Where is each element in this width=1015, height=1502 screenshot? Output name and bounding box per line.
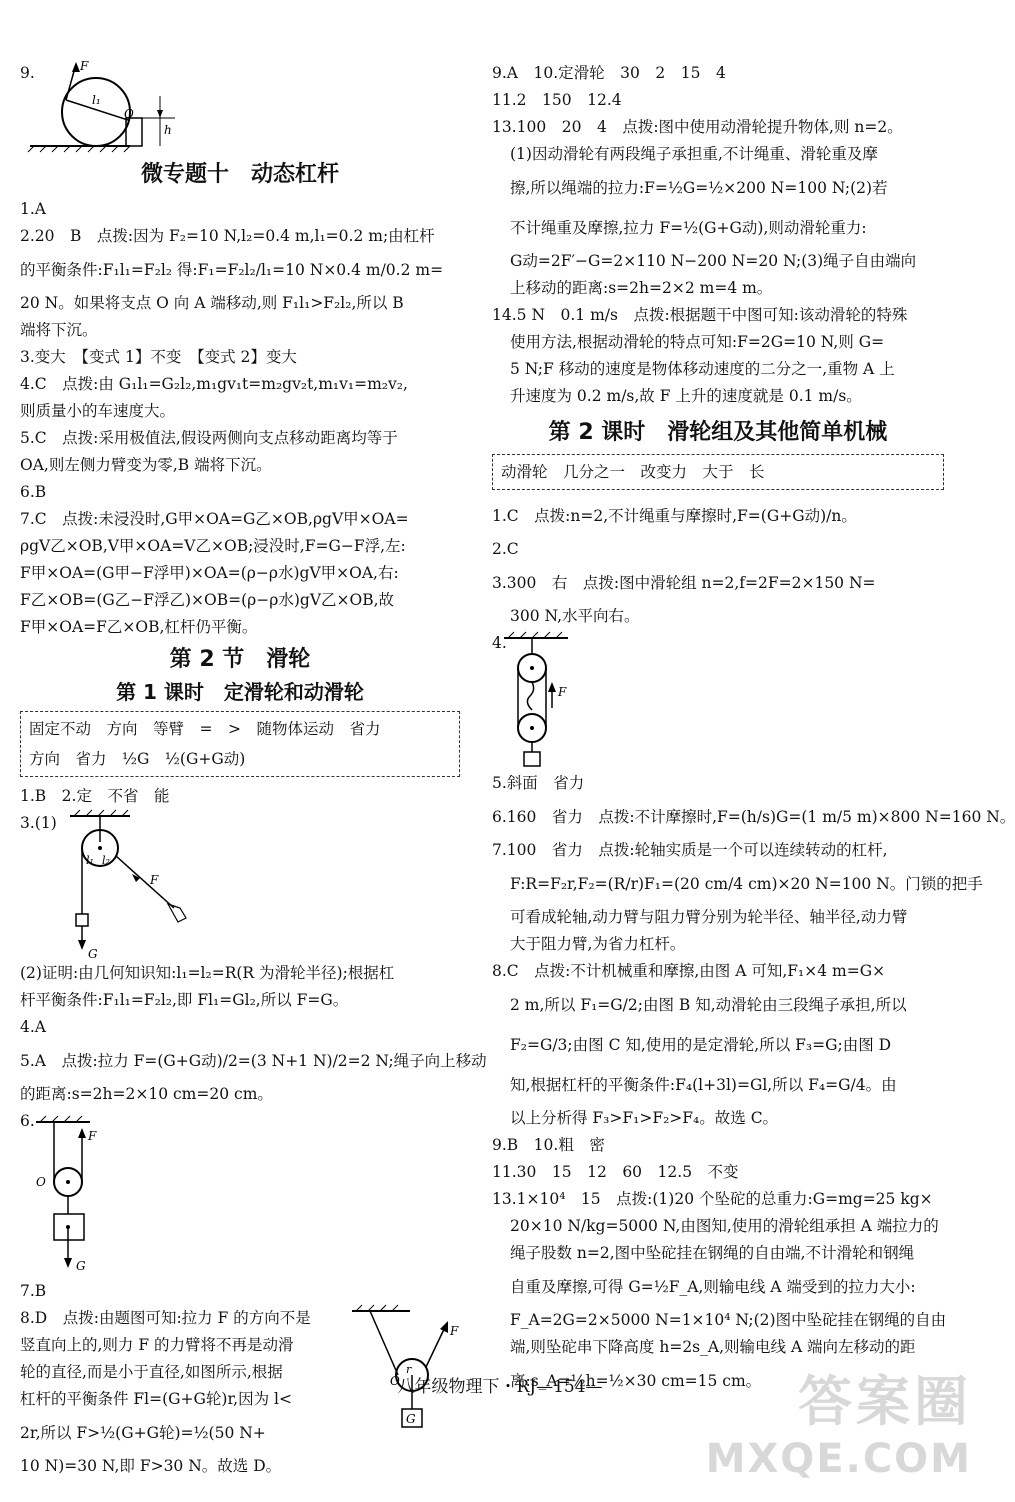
answer-line: 自重及摩擦,可得 G=½F_A,则输电线 A 端受到的拉力大小: <box>510 1278 916 1296</box>
svg-text:O: O <box>36 1175 46 1189</box>
answer-line: F_A=2G=2×5000 N=1×10⁴ N;(2)图中坠砣挂在钢绳的自由 <box>510 1311 947 1329</box>
answer-line: 擦,所以绳端的拉力:F=½G=½×200 N=100 N;(2)若 <box>510 179 888 197</box>
answer-line: 端将下沉。 <box>20 321 98 339</box>
watermark-bottom: MXQE.COM <box>705 1436 972 1482</box>
svg-text:G: G <box>76 1259 86 1273</box>
lever-wheel-figure <box>30 60 190 152</box>
answer-line: F:R=F₂r,F₂=(R/r)F₁=(20 cm/4 cm)×20 N=100 N。门锁的把手 <box>510 875 983 893</box>
answer-line: 离:s_A=½h=½×30 cm=15 cm。 <box>510 1372 762 1390</box>
page-footer: 八年级物理下・RJ—154— <box>397 1377 603 1397</box>
answer-line: 13.1×10⁴ 15 点拨:(1)20 个坠砣的总重力:G=mg=25 kg× <box>492 1190 933 1208</box>
svg-text:F: F <box>558 685 567 699</box>
answer-line: F₂=G/3;由图 C 知,使用的是定滑轮,所以 F₃=G;由图 D <box>510 1036 892 1054</box>
moving-pulley-figure <box>30 1110 130 1280</box>
answer-line: 的平衡条件:F₁l₁=F₂l₂ 得:F₁=F₂l₂/l₁=10 N×0.4 m/0.2 m= <box>20 261 444 279</box>
answer-line: 升速度为 0.2 m/s,故 F 上升的速度就是 0.1 m/s。 <box>510 387 862 405</box>
answer-line: 11.2 150 12.4 <box>492 91 622 109</box>
q6-block <box>20 1108 460 1278</box>
answer-line: 端,则坠砣串下降高度 h=2s_A,则输电线 A 端向左移动的距 <box>510 1338 916 1356</box>
answer-line: 2r,所以 F>½(G+G轮)=½(50 N+ <box>20 1424 266 1442</box>
svg-text:F: F <box>150 873 159 887</box>
answer-line: 4.C 点拨:由 G₁l₁=G₂l₂,m₁gv₁t=m₂gv₂t,m₁v₁=m₂v₂, <box>20 375 408 393</box>
box-line: 方向 省力 ½G ½(G+G动) <box>29 750 246 768</box>
answer-line: 轮的直径,而是小于直径,如图所示,根据 <box>20 1363 283 1381</box>
answer-line: ρgV乙×OB,V甲×OA=V乙×OB;浸没时,F=G−F浮,左: <box>20 537 406 555</box>
svg-text:O: O <box>390 1374 400 1388</box>
answer-line: 竖直向上的,则力 F 的力臂将不再是动滑 <box>20 1336 294 1354</box>
answer-line: 14.5 N 0.1 m/s 点拨:根据题干中图可知:该动滑轮的特殊 <box>492 306 908 324</box>
svg-text:l₂: l₂ <box>102 854 110 867</box>
answer-line: 13.100 20 4 点拨:图中使用动滑轮提升物体,则 n=2。 <box>492 118 903 136</box>
fill-blank-box <box>20 711 460 777</box>
svg-text:F: F <box>80 59 89 73</box>
answer-line: 5.斜面 省力 <box>492 774 585 792</box>
watermark-top: 答案圈 <box>798 1370 972 1433</box>
svg-text:G: G <box>406 1412 416 1426</box>
answer-line: 上移动的距离:s=2h=2×2 m=4 m。 <box>510 279 773 297</box>
answer-line: 2 m,所以 F₁=G/2;由图 B 知,动滑轮由三段绳子承担,所以 <box>510 996 907 1014</box>
q9-block <box>20 60 460 152</box>
watermark <box>706 1359 972 1482</box>
answer-line: G动=2F′−G=2×110 N−200 N=20 N;(3)绳子自由端向 <box>510 252 917 270</box>
box-line: 固定不动 方向 等臂 = > 随物体运动 省力 <box>29 720 381 738</box>
lesson-title-2: 第 2 课时 滑轮组及其他简单机械 <box>548 420 888 445</box>
answer-line: 以上分析得 F₃>F₁>F₂>F₄。故选 C。 <box>510 1109 779 1127</box>
svg-text:O: O <box>124 107 134 121</box>
fixed-pulley-figure <box>50 812 220 962</box>
micro-answers <box>20 196 460 641</box>
section-title-micro: 微专题十 动态杠杆 <box>140 162 339 187</box>
left-column <box>20 59 487 1480</box>
q4-label: 4. <box>492 634 507 652</box>
answer-line: 1.A <box>20 200 46 218</box>
fill-blank-box-2 <box>492 454 944 490</box>
answer-line: 2.C <box>492 540 519 558</box>
answer-line: 5.A 点拨:拉力 F=(G+G动)/2=(3 N+1 N)/2=2 N;绳子向上移动 <box>20 1052 487 1070</box>
svg-text:l₁: l₁ <box>92 93 101 107</box>
answer-line: 使用方法,根据动滑轮的特点可知:F=2G=10 N,则 G= <box>510 333 885 351</box>
svg-text:l₁: l₁ <box>86 854 94 867</box>
answer-line: 杆平衡条件:F₁l₁=F₂l₂,即 Fl₁=Gl₂,所以 F=G。 <box>20 991 349 1009</box>
q9-label: 9. <box>20 64 35 82</box>
answer-line: 5.C 点拨:采用极值法,假设两侧向支点移动距离均等于 <box>20 429 398 447</box>
answer-line: 300 N,水平向右。 <box>510 607 640 625</box>
section-title-pulley: 第 2 节 滑轮 <box>169 647 311 672</box>
answer-line: OA,则左侧力臂变为零,B 端将下沉。 <box>20 456 272 474</box>
answer-line: 8.D 点拨:由题图可知:拉力 F 的方向不是 <box>20 1309 311 1327</box>
answer-line: (1)因动滑轮有两段绳子承担重,不计绳重、滑轮重及摩 <box>510 145 878 163</box>
oblique-pulley-figure <box>350 1305 460 1435</box>
svg-text:r: r <box>406 1363 412 1376</box>
answer-line: 2.20 B 点拨:因为 F₂=10 N,l₂=0.4 m,l₁=0.2 m;由杠杆 <box>20 227 435 245</box>
answer-line: 5 N;F 移动的速度是物体移动速度的二分之一,重物 A 上 <box>510 360 895 378</box>
pulley-block-figure <box>502 634 592 774</box>
answer-line: 3.300 右 点拨:图中滑轮组 n=2,f=2F=2×150 N= <box>492 574 876 592</box>
answer-line: 大于阻力臂,为省力杠杆。 <box>510 935 686 953</box>
svg-text:h: h <box>164 123 172 137</box>
answer-line: 7.C 点拨:未浸没时,G甲×OA=G乙×OB,ρgV甲×OA= <box>20 510 409 528</box>
answer-line: 知,根据杠杆的平衡条件:F₄(l+3l)=Gl,所以 F₄=G/4。由 <box>510 1076 897 1094</box>
answer-line: 11.30 15 12 60 12.5 不变 <box>492 1163 739 1181</box>
answer-line: 杠杆的平衡条件 Fl=(G+G轮)r,因为 l< <box>20 1390 292 1408</box>
answer-line: F甲×OA=F乙×OB,杠杆仍平衡。 <box>20 618 258 636</box>
answer-line: 绳子股数 n=2,图中坠砣挂在钢绳的自由端,不计滑轮和钢绳 <box>510 1244 915 1262</box>
answer-line: 不计绳重及摩擦,拉力 F=½(G+G动),则动滑轮重力: <box>510 219 867 237</box>
svg-text:F: F <box>450 1324 459 1338</box>
answer-line: 7.B <box>20 1282 47 1300</box>
answer-line: 20 N。如果将支点 O 向 A 端移动,则 F₁l₁>F₂l₂,所以 B <box>20 294 404 312</box>
answer-line: 4.A <box>20 1018 46 1036</box>
q3-block <box>20 810 460 960</box>
answer-line: 9.A 10.定滑轮 30 2 15 4 <box>492 64 726 82</box>
answer-line: 6.B <box>20 483 47 501</box>
box-line: 动滑轮 几分之一 改变力 大于 长 <box>501 463 765 481</box>
answer-line: 7.100 省力 点拨:轮轴实质是一个可以连续转动的杠杆, <box>492 841 888 859</box>
answer-line: 10 N)=30 N,即 F>30 N。故选 D。 <box>20 1457 282 1475</box>
lesson-title-1: 第 1 课时 定滑轮和动滑轮 <box>116 680 364 704</box>
answer-line: 则质量小的车速度大。 <box>20 402 176 420</box>
answer-line: 3.变大 【变式 1】不变 【变式 2】变大 <box>20 348 297 366</box>
answer-line: 20×10 N/kg=5000 N,由图知,使用的滑轮组承担 A 端拉力的 <box>510 1217 939 1235</box>
answer-line: 9.B 10.粗 密 <box>492 1136 605 1154</box>
answer-line: 的距离:s=2h=2×10 cm=20 cm。 <box>20 1085 273 1103</box>
q4-block <box>492 630 944 770</box>
answer-line: F乙×OB=(G乙−F浮乙)×OB=(ρ−ρ水)gV乙×OB,故 <box>20 591 395 609</box>
answer-line: (2)证明:由几何知识知:l₁=l₂=R(R 为滑轮半径);根据杠 <box>20 964 395 982</box>
answer-line: 8.C 点拨:不计机械重和摩擦,由图 A 可知,F₁×4 m=G× <box>492 962 886 980</box>
answer-line: 1.C 点拨:n=2,不计绳重与摩擦时,F=(G+G动)/n。 <box>492 507 857 525</box>
answer-line: 6.160 省力 点拨:不计摩擦时,F=(h/s)G=(1 m/5 m)×800 N=160 N。 <box>492 808 1015 826</box>
right-column <box>492 60 1015 1401</box>
answer-line: 可看成轮轴,动力臂与阻力臂分别为轮半径、轴半径,动力臂 <box>510 908 908 926</box>
answer-line: F甲×OA=(G甲−F浮甲)×OA=(ρ−ρ水)gV甲×OA,右: <box>20 564 399 582</box>
answers-top <box>492 60 944 410</box>
q3-label: 3.(1) <box>20 814 57 832</box>
q6-label: 6. <box>20 1112 35 1130</box>
answer-line: 1.B 2.定 不省 能 <box>20 787 170 805</box>
svg-text:G: G <box>88 947 98 961</box>
svg-text:F: F <box>88 1129 97 1143</box>
